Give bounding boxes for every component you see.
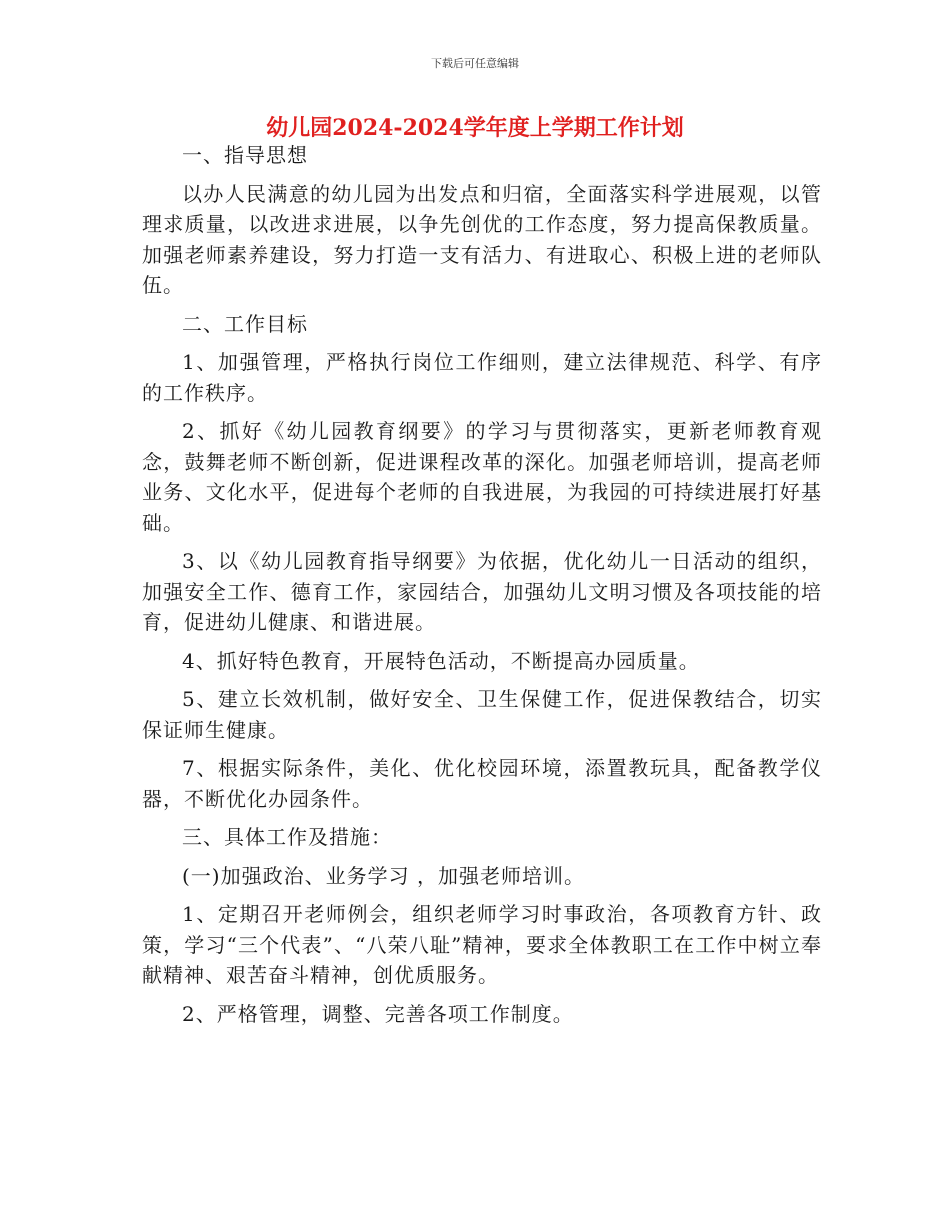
paragraph: 3、以《幼儿园教育指导纲要》为依据，优化幼儿一日活动的组织，加强安全工作、德育工作，家园结合，加强幼儿文明习惯及各项技能的培育，促进幼儿健康、和谐进展。 [142,549,822,634]
paragraph: 4、抓好特色教育，开展特色活动，不断提高办园质量。 [182,648,700,673]
section-heading-guiding-ideology: 一、指导思想 [182,143,308,167]
document-title: 幼儿园2024-2024学年度上学期工作计划 [266,115,684,141]
document-body [142,140,822,1037]
paragraph: 2、严格管理，调整、完善各项工作制度。 [182,1001,574,1026]
paragraph: 1、定期召开老师例会，组织老师学习时事政治，各项教育方针、政策，学习“三个代表”、“八荣八耻”精神，要求全体教职工在工作中树立奉献精神、艰苦奋斗精神，创优质服务。 [142,902,822,987]
paragraph: 2、抓好《幼儿园教育纲要》的学习与贯彻落实，更新老师教育观念，鼓舞老师不断创新，促进课程改革的深化。加强老师培训，提高老师业务、文化水平，促进每个老师的自我进展，为我园的可持续进展打好基础。 [142,419,822,535]
paragraph: 1、加强管理，严格执行岗位工作细则，建立法律规范、科学、有序的工作秩序。 [142,350,822,405]
subsection-heading: (一)加强政治、业务学习 ，加强老师培训。 [182,863,585,888]
paragraph: 以办人民满意的幼儿园为出发点和归宿，全面落实科学进展观，以管理求质量，以改进求进展，以争先创优的工作态度，努力提高保教质量。加强老师素养建设，努力打造一支有活力、有进取心、积极上进的老师队伍。 [142,181,822,297]
page-header-note: 下载后可任意编辑 [431,57,519,70]
section-heading-measures: 三、具体工作及措施： [182,825,392,849]
section-heading-work-goals: 二、工作目标 [182,311,308,336]
paragraph: 7、根据实际条件，美化、优化校园环境，添置教玩具，配备教学仪器，不断优化办园条件。 [142,756,822,811]
paragraph: 5、建立长效机制，做好安全、卫生保健工作，促进保教结合，切实保证师生健康。 [142,687,822,742]
